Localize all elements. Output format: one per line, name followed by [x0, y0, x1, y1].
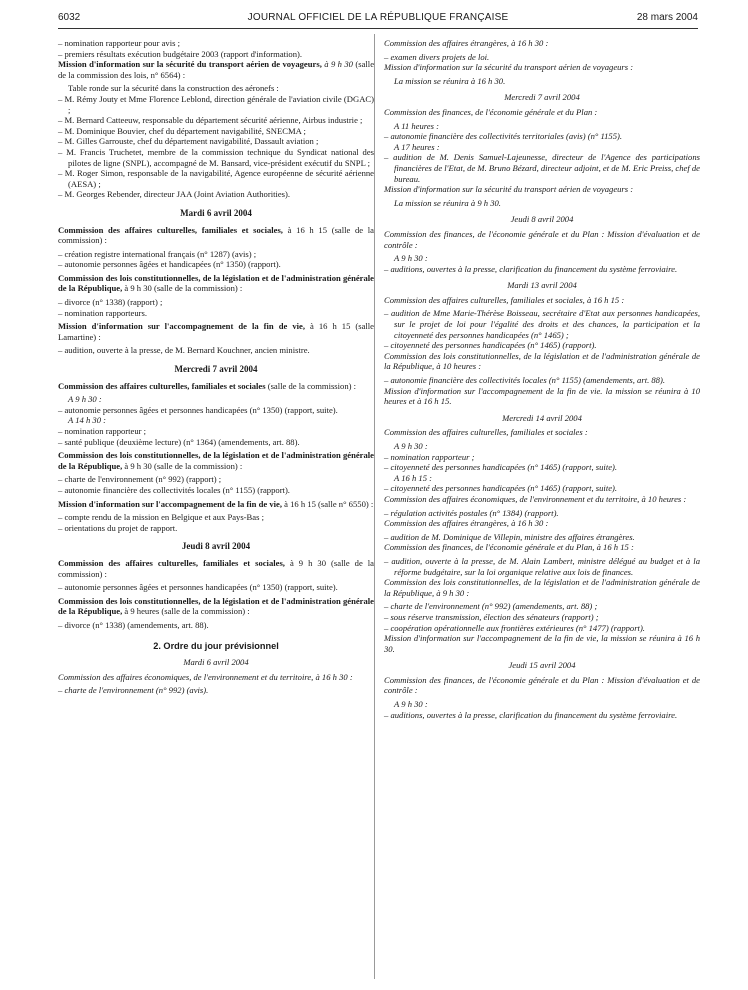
list-item: – citoyenneté des personnes handicapées (n° 1465) (rapport, suite).: [384, 483, 618, 494]
list-item: – autonomie personnes âgées et personnes handicapées (n° 1350) (rapport, suite).: [58, 582, 338, 593]
list-item: – premiers résultats exécution budgétaire 2003 (rapport d'information).: [58, 48, 303, 59]
left-column: [58, 38, 374, 696]
entry-heading: Commission des lois constitutionnelles, de la législation et de l'administration générale de la République, à 9 h 30 :: [384, 577, 700, 598]
entry-heading: Commission des lois constitutionnelles, de la législation et de l'administration générale de la République, à 9 heures (salle de la commission) :: [58, 595, 374, 617]
entry-heading: Commission des lois constitutionnelles, de la législation et de l'administration générale de la République, à 9 h 30 (salle de la commission) :: [58, 272, 374, 294]
day-heading: Mardi 6 avril 2004: [180, 207, 252, 218]
entry-items: [384, 264, 700, 275]
list-item: – divorce (n° 1338) (amendements, art. 88).: [58, 619, 209, 630]
list-item: – autonomie financière des collectivités locales (n° 1155) (rapport).: [58, 484, 290, 495]
entry-items: [58, 297, 374, 318]
list-item: – autonomie personnes âgées et personnes handicapées (n° 1350) (rapport, suite).: [58, 404, 338, 415]
entry-items: [58, 426, 374, 447]
entry-heading: Commission des affaires culturelles, familiales et sociales, à 16 h 15 :: [384, 294, 625, 305]
list-item: – divorce (n° 1338) (rapport) ;: [58, 297, 163, 308]
column-divider: [374, 34, 375, 979]
day-heading: Jeudi 8 avril 2004: [510, 214, 574, 225]
entry-heading: Commission des affaires étrangères, à 16 h 30 :: [384, 518, 549, 529]
entry-items: [58, 582, 374, 593]
list-item: – autonomie financière des collectivités territoriales (avis) (n° 1155).: [384, 131, 623, 142]
entry-items: [58, 405, 374, 416]
mission-aviation-items: [58, 94, 374, 200]
list-item: – charte de l'environnement (n° 992) (rapport) ;: [58, 474, 222, 485]
entry-items: [58, 249, 374, 270]
list-item: – compte rendu de la mission en Belgique et aux Pays-Bas ;: [58, 512, 264, 523]
entry-heading: Mission d'information sur l'accompagnement de la fin de vie, à 16 h 15 (salle Lamartine) :: [58, 321, 374, 342]
entry-heading: Mission d'information sur l'accompagnement de la fin de vie, la mission se réunira à 16 h 30.: [384, 633, 700, 654]
entry-items: [384, 601, 700, 633]
entry-items: [384, 483, 700, 494]
day-heading: Mercredi 7 avril 2004: [504, 92, 580, 103]
entry-heading: Commission des lois constitutionnelles, de la législation et de l'administration générale de la République, à 9 h 30 (salle de la commission) :: [58, 450, 374, 471]
entry-heading: Commission des affaires économiques, de l'environnement et du territoire, à 10 heures :: [384, 493, 687, 504]
entry-items: [384, 152, 700, 184]
journal-title: JOURNAL OFFICIEL DE LA RÉPUBLIQUE FRANÇAISE: [247, 12, 509, 23]
table-ronde-intro: Table ronde sur la sécurité dans la construction des aéronefs :: [68, 83, 279, 94]
list-item: – M. Georges Rebender, directeur JAA (Joint Aviation Authorities).: [58, 189, 291, 200]
entry-heading: Commission des finances, de l'économie générale et du Plan, à 16 h 15 :: [384, 542, 634, 553]
entry-items: [58, 685, 374, 696]
entry-items: [384, 532, 700, 543]
entry-items: [384, 508, 700, 519]
time-label: A 9 h 30 :: [394, 253, 428, 264]
list-item: – M. Roger Simon, responsable de la navigabilité, Agence européenne de sécurité aérienne (AESA) ;: [58, 168, 374, 189]
entry-heading: Commission des affaires culturelles, familiales et sociales :: [384, 427, 588, 438]
time-label: A 9 h 30 :: [68, 394, 102, 405]
day-heading: Mardi 13 avril 2004: [507, 280, 577, 291]
entry-heading: Commission des affaires économiques, de l'environnement et du territoire, à 16 h 30 :: [58, 671, 353, 682]
day-heading: Jeudi 15 avril 2004: [508, 660, 576, 671]
list-item: – M. Gilles Garrouste, chef du département navigabilité, Dassault aviation ;: [58, 136, 319, 147]
list-item: – santé publique (deuxième lecture) (n° 1364) (amendements, art. 88).: [58, 436, 300, 447]
list-item: La mission se réunira à 16 h 30.: [394, 75, 506, 86]
list-item: – auditions, ouvertes à la presse, clarification du financement du système ferroviaire.: [384, 263, 678, 274]
list-item: – citoyenneté des personnes handicapées (n° 1465) (rapport).: [384, 340, 597, 351]
entry-heading: Mission d'information sur la sécurité du transport aérien de voyageurs :: [384, 62, 634, 73]
header-rule: [58, 28, 698, 29]
entry-heading: Commission des finances, de l'économie générale et du Plan : Mission d'évaluation et de contrôle :: [384, 674, 700, 696]
mission-aviation-heading: Mission d'information sur la sécurité du transport aérien de voyageurs, à 9 h 30 (salle de la commission des lois, n° 6564) :: [58, 59, 375, 80]
entry-heading: Mission d'information sur l'accompagnement de la fin de vie, à 16 h 15 (salle n° 6550) :: [58, 498, 374, 509]
list-item: – sous réserve transmission, élection des sénateurs (rapport) ;: [384, 611, 599, 622]
list-item: – nomination rapporteur pour avis ;: [58, 38, 180, 48]
entry-items: [58, 620, 374, 631]
time-label: A 14 h 30 :: [68, 415, 107, 426]
list-item: – audition, ouverte à la presse, de M. Bernard Kouchner, ancien ministre.: [58, 345, 310, 356]
entry-items: [384, 76, 700, 87]
entry-heading: Mission d'information sur l'accompagnement de la fin de vie. la mission se réunira à 10 heures et à 16 h 15.: [384, 385, 700, 407]
entry-items: [384, 198, 700, 209]
list-item: – M. Bernard Catteeuw, responsable du département sécurité aérienne, Airbus industrie ;: [58, 115, 363, 126]
entry-heading: Commission des affaires culturelles, familiales et sociales (salle de la commission) :: [58, 380, 357, 391]
list-item: – audition de M. Dominique de Villepin, ministre des affaires étrangères.: [384, 531, 635, 542]
list-item: – coopération opérationnelle aux frontières extérieures (n° 1477) (rapport).: [384, 622, 645, 633]
entry-items: [384, 375, 700, 386]
list-item: – examen divers projets de loi.: [384, 51, 490, 62]
section-heading: 2. Ordre du jour prévisionnel: [153, 640, 279, 651]
entry-items: [384, 556, 700, 577]
entry-heading: Commission des finances, de l'économie générale et du Plan : Mission d'évaluation et de contrôle :: [384, 228, 700, 250]
entry-items: [384, 452, 700, 473]
list-item: – création registre international français (n° 1287) (avis) ;: [58, 248, 257, 259]
right-column: [384, 38, 700, 720]
time-label: A 16 h 15 :: [394, 472, 433, 483]
day-heading: Mercredi 7 avril 2004: [174, 364, 258, 375]
list-item: – orientations du projet de rapport.: [58, 522, 178, 533]
list-item: – nomination rapporteur ;: [58, 426, 147, 436]
list-item: – audition de Mme Marie-Thérèse Boisseau, secrétaire d'Etat aux personnes handicapées, sur le projet de loi pour l'égalité des droits et des chances, la participation et la citoyenneté des personnes handicapées (n° 1465) ;: [384, 308, 700, 340]
list-item: – M. Rémy Jouty et Mme Florence Leblond, direction générale de l'aviation civile (DGAC) ;: [58, 93, 374, 115]
entry-heading: Commission des affaires étrangères, à 16 h 30 :: [384, 38, 549, 48]
list-item: – nomination rapporteurs.: [58, 307, 148, 318]
list-item: – autonomie financière des collectivités locales (n° 1155) (amendements, art. 88).: [384, 375, 665, 386]
list-item: – nomination rapporteur ;: [384, 451, 475, 462]
time-label: A 17 heures :: [394, 141, 440, 152]
list-item: – M. Dominique Bouvier, chef du département navigabilité, SNECMA ;: [58, 125, 306, 136]
entry-items: [384, 308, 700, 350]
entry-heading: Commission des affaires culturelles, familiales et sociales, à 9 h 30 (salle de la commission) :: [58, 557, 375, 579]
entry-items: [384, 52, 700, 63]
entry-heading: Commission des lois constitutionnelles, de la législation et de l'administration générale de la République, à 10 heures :: [384, 350, 700, 372]
entry-heading: Mission d'information sur la sécurité du transport aérien de voyageurs :: [384, 184, 634, 195]
day-heading: Jeudi 8 avril 2004: [181, 541, 251, 552]
entry-items: [58, 474, 374, 495]
list-item: – citoyenneté des personnes handicapées (n° 1465) (rapport, suite).: [384, 462, 618, 473]
entry-items: [58, 345, 374, 356]
top-items: [58, 38, 374, 59]
list-item: – audition de M. Denis Samuel-Lajeunesse, directeur de l'Agence des participations financières de l'Etat, de M. Bruno Bézard, directeur adjoint, et de M. Eric Preiss, chef de bureau.: [384, 152, 700, 184]
list-item: La mission se réunira à 9 h 30.: [394, 197, 501, 208]
day-heading: Mercredi 14 avril 2004: [502, 412, 582, 423]
list-item: – M. Francis Truchetet, membre de la commission technique du Syndicat national des pilotes de ligne (SNPL), accompagné de M. Bansard, vice-président exécutif du SNPL ;: [58, 146, 374, 168]
list-item: – auditions, ouvertes à la presse, clarification du financement du système ferroviaire.: [384, 709, 678, 720]
list-item: – charte de l'environnement (n° 992) (amendements, art. 88) ;: [384, 601, 598, 612]
page-number: 6032: [58, 12, 81, 23]
list-item: – autonomie personnes âgées et handicapées (n° 1350) (rapport).: [58, 259, 281, 270]
entry-items: [384, 710, 700, 721]
time-label: A 9 h 30 :: [394, 699, 428, 710]
entry-heading: Commission des affaires culturelles, familiales et sociales, à 16 h 15 (salle de la commission) :: [58, 224, 374, 246]
list-item: – régulation activités postales (n° 1384) (rapport).: [384, 507, 559, 518]
list-item: – audition, ouverte à la presse, de M. Alain Lambert, ministre délégué au budget et à la réforme budgétaire, sur la loi organique relative aux lois de finances.: [384, 555, 700, 577]
entry-heading: Commission des finances, de l'économie générale et du Plan :: [384, 106, 598, 117]
time-label: A 9 h 30 :: [394, 441, 428, 451]
entry-items: [58, 512, 374, 533]
list-item: – charte de l'environnement (n° 992) (avis).: [58, 685, 209, 696]
entry-items: [384, 131, 700, 142]
time-label: A 11 heures :: [394, 120, 439, 131]
issue-date: 28 mars 2004: [636, 12, 698, 23]
day-heading: Mardi 6 avril 2004: [183, 657, 249, 668]
